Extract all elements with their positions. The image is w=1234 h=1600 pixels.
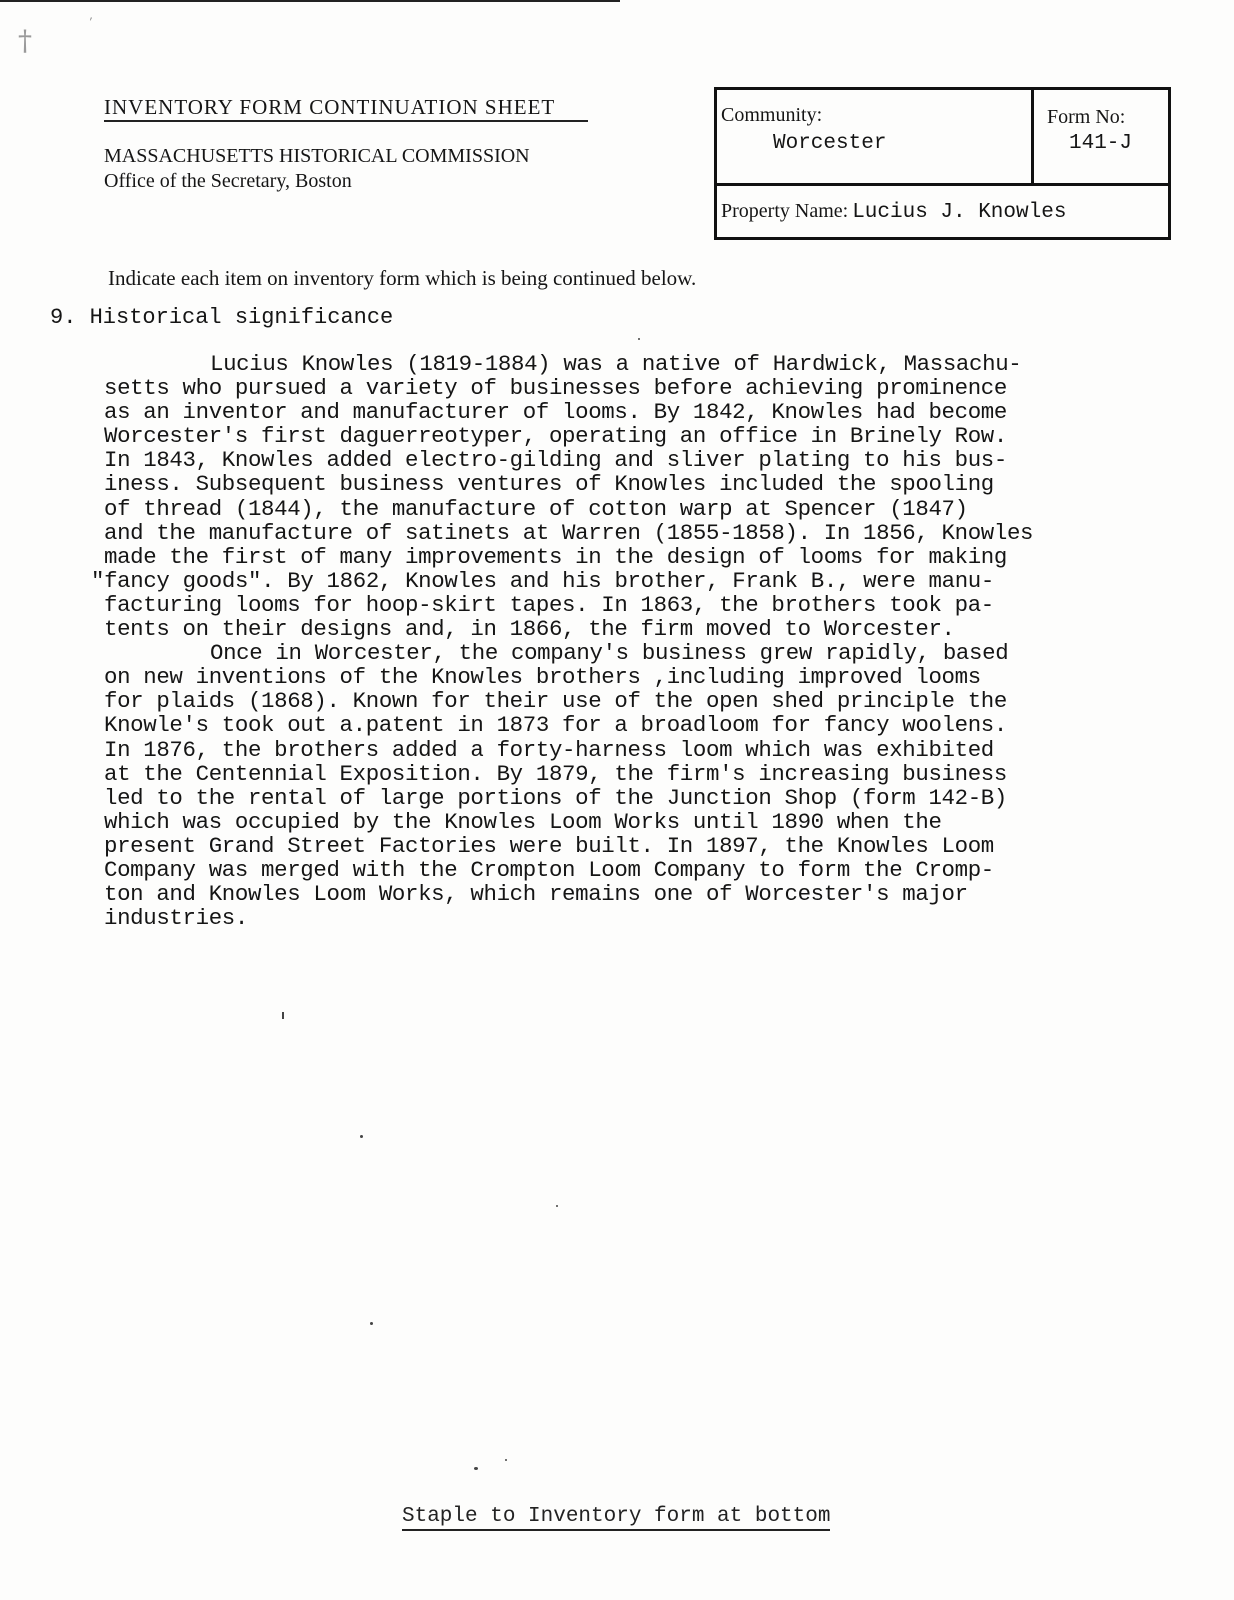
instruction-text: Indicate each item on inventory form which is being continued below. [108, 266, 697, 290]
text-line: of thread (1844), the manufacture of cotton warp at Spencer (1847) [104, 495, 968, 522]
scan-speck [370, 1322, 373, 1325]
text-line: In 1843, Knowles added electro-gilding and sliver plating to his bus- [104, 447, 1007, 474]
text-line: Company was merged with the Crompton Loom Company to form the Cromp- [104, 856, 994, 883]
text-line: led to the rental of large portions of the Junction Shop (form 142-B) [104, 784, 1007, 811]
text-line: tents on their designs and, in 1866, the firm moved to Worcester. [104, 616, 955, 643]
text-line: and the manufacture of satinets at Warren (1855-1858). In 1856, Knowles [104, 519, 1034, 546]
agency-block [104, 144, 530, 194]
scan-speck [638, 338, 640, 340]
staple-instruction: Staple to Inventory form at bottom [402, 1505, 830, 1531]
scan-speck [360, 1135, 363, 1138]
property-name-label: Property Name: [721, 200, 849, 222]
form-header-top-row [717, 90, 1168, 186]
corner-tick-mark: ’ [88, 18, 95, 29]
community-value: Worcester [773, 132, 887, 155]
text-line: on new inventions of the Knowles brothers ,including improved looms [104, 664, 981, 691]
text-line: present Grand Street Factories were built. In 1897, the Knowles Loom [104, 832, 994, 859]
text-line: Worcester's first daguerreotyper, operating an office in Brinely Row. [104, 423, 1007, 450]
text-line: industries. [104, 905, 248, 932]
text-line: Once in Worcester, the company's business grew rapidly, based [210, 640, 1009, 667]
property-name-value: Lucius J. Knowles [852, 201, 1067, 224]
form-number-value: 141-J [1069, 132, 1133, 155]
text-line: which was occupied by the Knowles Loom Works until 1890 when the [104, 808, 942, 835]
text-line: setts who pursued a variety of businesses before achieving prominence [104, 375, 1007, 402]
section-heading: 9. Historical significance [50, 305, 394, 330]
form-header-box [714, 87, 1171, 240]
scan-speck [505, 1459, 507, 1461]
text-line: In 1876, the brothers added a forty-harness loom which was exhibited [104, 736, 994, 763]
agency-name: MASSACHUSETTS HISTORICAL COMMISSION [104, 145, 530, 167]
sheet-title: INVENTORY FORM CONTINUATION SHEET [104, 95, 588, 122]
text-line: as an inventor and manufacturer of looms. By 1842, Knowles had become [104, 399, 1007, 426]
text-line: facturing looms for hoop-skirt tapes. In 1863, the brothers took pa- [104, 591, 994, 618]
property-name-field [721, 200, 1066, 224]
text-line: "fancy goods". By 1862, Knowles and his brother, Frank B., were manu- [91, 567, 994, 594]
scan-speck [474, 1467, 478, 1470]
form-number-label: Form No: [1047, 106, 1126, 128]
text-line: ton and Knowles Loom Works, which remains one of Worcester's major [104, 881, 968, 908]
text-line: for plaids (1868). Known for their use of the open shed principle the [104, 688, 1007, 715]
text-line: made the first of many improvements in the design of looms for making [104, 543, 1007, 570]
scan-speck [282, 1012, 284, 1019]
scan-speck [556, 1205, 558, 1207]
community-label: Community: [721, 104, 823, 126]
top-edge-rule [0, 0, 620, 2]
text-line: Lucius Knowles (1819-1884) was a native of Hardwick, Massachu- [210, 351, 1022, 377]
corner-smudge-mark: † [18, 24, 32, 57]
agency-office: Office of the Secretary, Boston [104, 170, 352, 192]
text-line: Knowle's took out a.patent in 1873 for a broadloom for fancy woolens. [104, 712, 1007, 739]
text-line: at the Centennial Exposition. By 1879, the firm's increasing business [104, 760, 1007, 787]
historical-significance-text [0, 352, 1234, 930]
form-header-divider [1031, 90, 1034, 183]
text-line: iness. Subsequent business ventures of Knowles included the spooling [104, 471, 994, 498]
